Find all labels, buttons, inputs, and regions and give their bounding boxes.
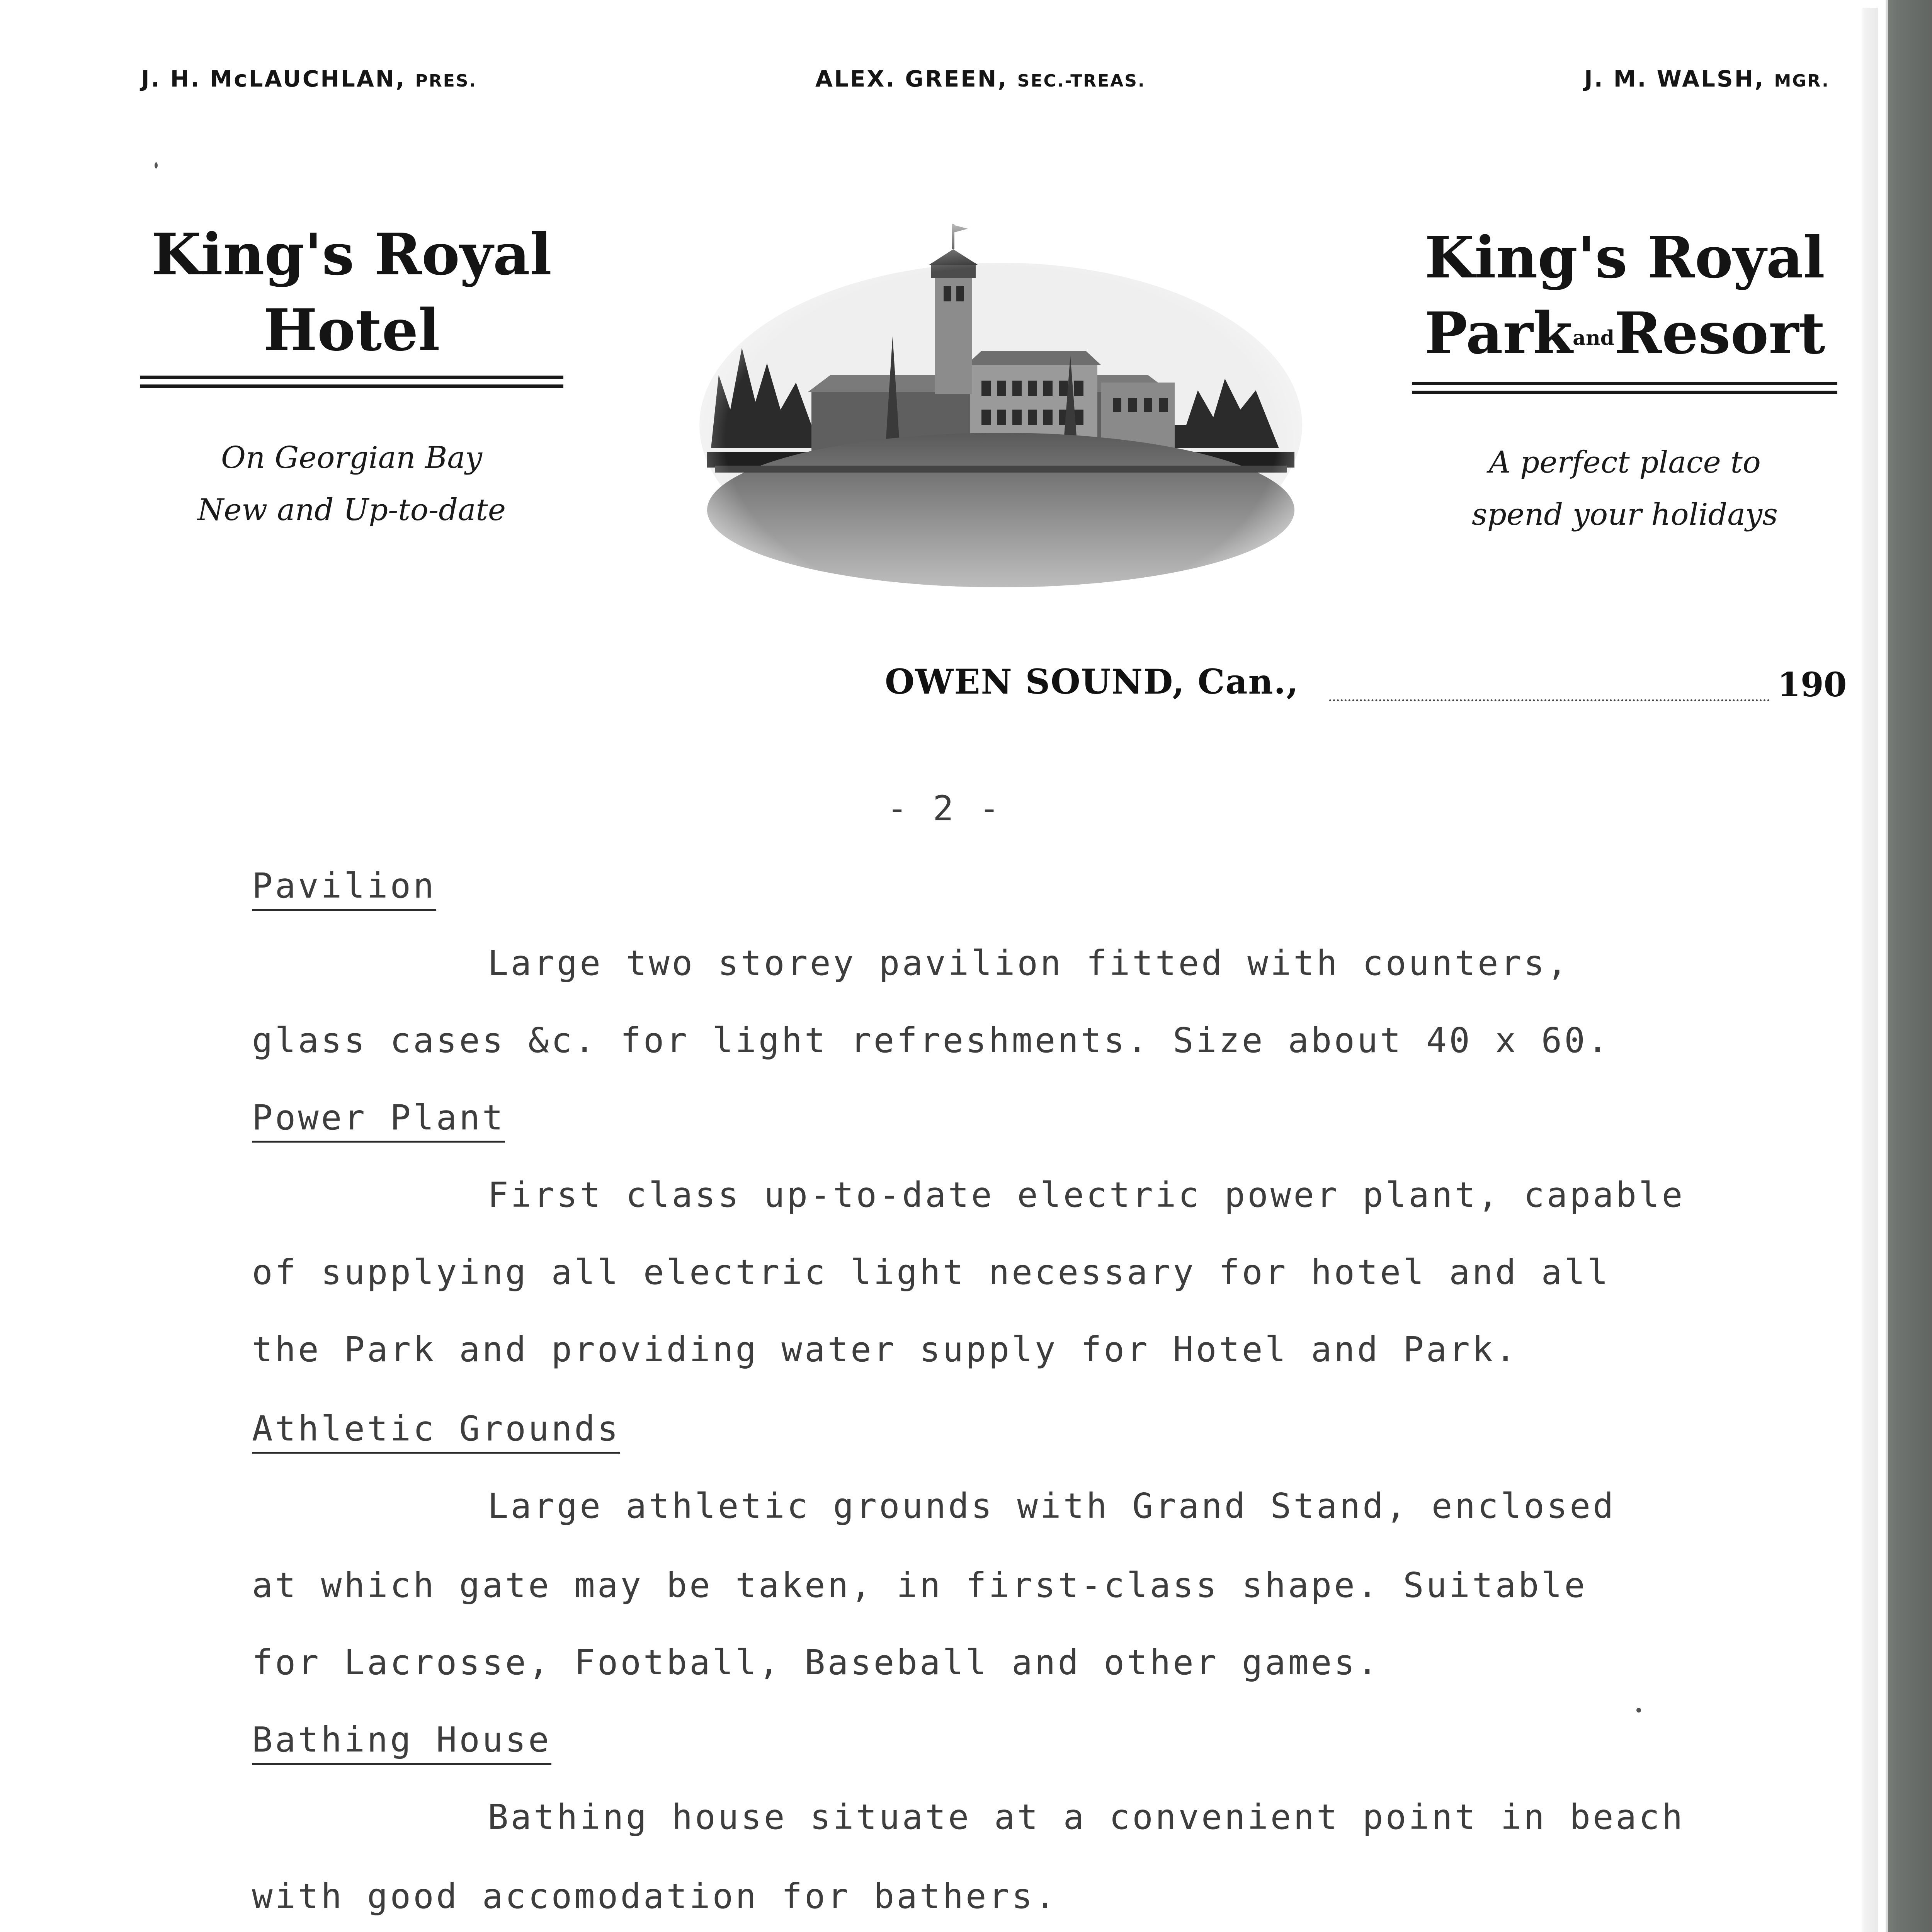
section-text-athletic-grounds-2: at which gate may be taken, in first-class shape. Suitable: [252, 1565, 1587, 1605]
section-text-athletic-grounds-1: Large athletic grounds with Grand Stand, enclosed: [488, 1486, 1616, 1526]
hotel-brand-line2: Hotel: [263, 296, 440, 364]
officer-manager-name: J. M. WALSH,: [1584, 66, 1765, 92]
hotel-vignette-illustration: [684, 209, 1318, 595]
section-heading-bathing-house: Bathing House: [252, 1719, 551, 1765]
park-brand-word-and: and: [1573, 326, 1615, 350]
scan-speck: [155, 162, 158, 168]
officer-president: [141, 66, 477, 92]
officer-president-role: PRES.: [415, 71, 477, 91]
officer-manager: [1584, 66, 1830, 92]
officer-manager-role: MGR.: [1774, 71, 1830, 91]
park-brand-rule: [1412, 382, 1837, 394]
section-heading-power-plant: Power Plant: [252, 1097, 505, 1143]
officer-president-name: J. H. McLAUCHLAN,: [141, 66, 406, 92]
section-text-power-plant-3: the Park and providing water supply for Hotel and Park.: [252, 1329, 1519, 1369]
park-tagline-line1: A perfect place to: [1489, 445, 1761, 480]
hotel-tagline-line1: On Georgian Bay: [221, 440, 482, 475]
hotel-tagline: [139, 432, 564, 536]
park-brand-word-resort: Resort: [1614, 299, 1825, 367]
page-edge: [1862, 8, 1878, 1932]
section-text-bathing-house-2: with good accomodation for bathers.: [252, 1876, 1058, 1916]
officer-secretary: [815, 66, 1146, 92]
park-tagline: [1410, 437, 1839, 541]
date-dotted-line: [1329, 699, 1770, 701]
section-text-pavilion-1: Large two storey pavilion fitted with counters,: [488, 943, 1570, 983]
officer-secretary-role: SEC.-TREAS.: [1017, 71, 1146, 91]
hotel-brand: [139, 216, 564, 368]
hotel-brand-rule: [140, 376, 563, 388]
park-brand-line1: King's Royal: [1425, 224, 1825, 291]
park-brand-word-park: Park: [1424, 299, 1573, 367]
section-text-power-plant-1: First class up-to-date electric power plant, capable: [488, 1175, 1685, 1215]
section-text-bathing-house-1: Bathing house situate at a convenient point in beach: [488, 1797, 1685, 1837]
place-line: OWEN SOUND, Can.,: [885, 662, 1299, 702]
section-text-pavilion-2: glass cases &c. for light refreshments. Size about 40 x 60.: [252, 1020, 1611, 1060]
hotel-tagline-line2: New and Up-to-date: [197, 493, 506, 527]
section-text-power-plant-2: of supplying all electric light necessary for hotel and all: [252, 1252, 1611, 1292]
hotel-brand-line1: King's Royal: [151, 221, 552, 288]
park-brand-line2: [1410, 295, 1839, 376]
section-text-athletic-grounds-3: for Lacrosse, Football, Baseball and other games.: [252, 1642, 1380, 1682]
scan-speck: [1636, 1708, 1641, 1713]
date-year: 190: [1777, 665, 1847, 704]
park-tagline-line2: spend your holidays: [1471, 497, 1778, 532]
park-brand: [1410, 219, 1839, 376]
page-marker: - 2 -: [887, 788, 1002, 828]
officer-secretary-name: ALEX. GREEN,: [815, 66, 1008, 92]
section-heading-pavilion: Pavilion: [252, 866, 436, 911]
section-heading-athletic-grounds: Athletic Grounds: [252, 1408, 620, 1454]
